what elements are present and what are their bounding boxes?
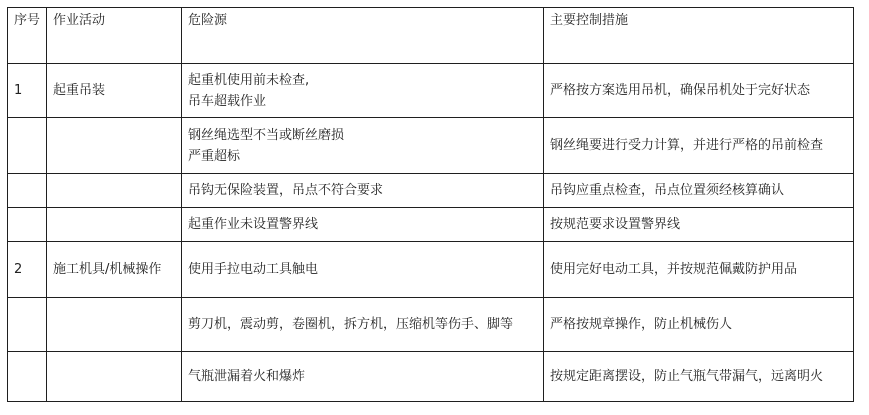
cell-no bbox=[8, 298, 47, 352]
header-cell-no: 序号 bbox=[8, 8, 47, 64]
cell-hazard: 吊钩无保险装置，吊点不符合要求 bbox=[182, 174, 544, 208]
cell-control: 严格按规章操作，防止机械伤人 bbox=[544, 298, 854, 352]
cell-activity bbox=[47, 118, 182, 174]
cell-control: 按规范要求设置警界线 bbox=[544, 208, 854, 242]
cell-no bbox=[8, 118, 47, 174]
header-cell-control: 主要控制措施 bbox=[544, 8, 854, 64]
cell-no bbox=[8, 208, 47, 242]
cell-hazard bbox=[182, 118, 544, 174]
cell-control: 严格按方案选用吊机，确保吊机处于完好状态 bbox=[544, 64, 854, 118]
cell-hazard: 起重作业未设置警界线 bbox=[182, 208, 544, 242]
cell-no bbox=[8, 352, 47, 402]
cell-activity: 起重吊装 bbox=[47, 64, 182, 118]
cell-control: 使用完好电动工具，并按规范佩戴防护用品 bbox=[544, 242, 854, 298]
cell-hazard: 使用手拉电动工具触电 bbox=[182, 242, 544, 298]
header-cell-activity: 作业活动 bbox=[47, 8, 182, 64]
cell-no: 2 bbox=[8, 242, 47, 298]
cell-no: 1 bbox=[8, 64, 47, 118]
hazard-text: 钢丝绳选型不当或断丝磨损 严重超标 bbox=[188, 127, 345, 164]
cell-control: 吊钩应重点检查，吊点位置须经核算确认 bbox=[544, 174, 854, 208]
hazard-control-table bbox=[7, 7, 854, 402]
cell-activity bbox=[47, 174, 182, 208]
table-row bbox=[8, 174, 854, 208]
table-row bbox=[8, 64, 854, 118]
table-row bbox=[8, 352, 854, 402]
table-row bbox=[8, 118, 854, 174]
cell-activity: 施工机具/机械操作 bbox=[47, 242, 182, 298]
table-header-row bbox=[8, 8, 854, 64]
header-cell-hazard: 危险源 bbox=[182, 8, 544, 64]
table-row bbox=[8, 208, 854, 242]
cell-hazard bbox=[182, 64, 544, 118]
cell-hazard: 气瓶泄漏着火和爆炸 bbox=[182, 352, 544, 402]
table-row bbox=[8, 242, 854, 298]
cell-control: 按规定距离摆设，防止气瓶气带漏气，远离明火 bbox=[544, 352, 854, 402]
table-row bbox=[8, 298, 854, 352]
cell-no bbox=[8, 174, 47, 208]
cell-activity bbox=[47, 352, 182, 402]
cell-hazard: 剪刀机，震动剪，卷圈机，拆方机，压缩机等伤手、脚等 bbox=[182, 298, 544, 352]
cell-activity bbox=[47, 298, 182, 352]
hazard-text: 起重机使用前未检查, 吊车超载作业 bbox=[188, 72, 310, 109]
cell-activity bbox=[47, 208, 182, 242]
cell-control: 钢丝绳要进行受力计算，并进行严格的吊前检查 bbox=[544, 118, 854, 174]
